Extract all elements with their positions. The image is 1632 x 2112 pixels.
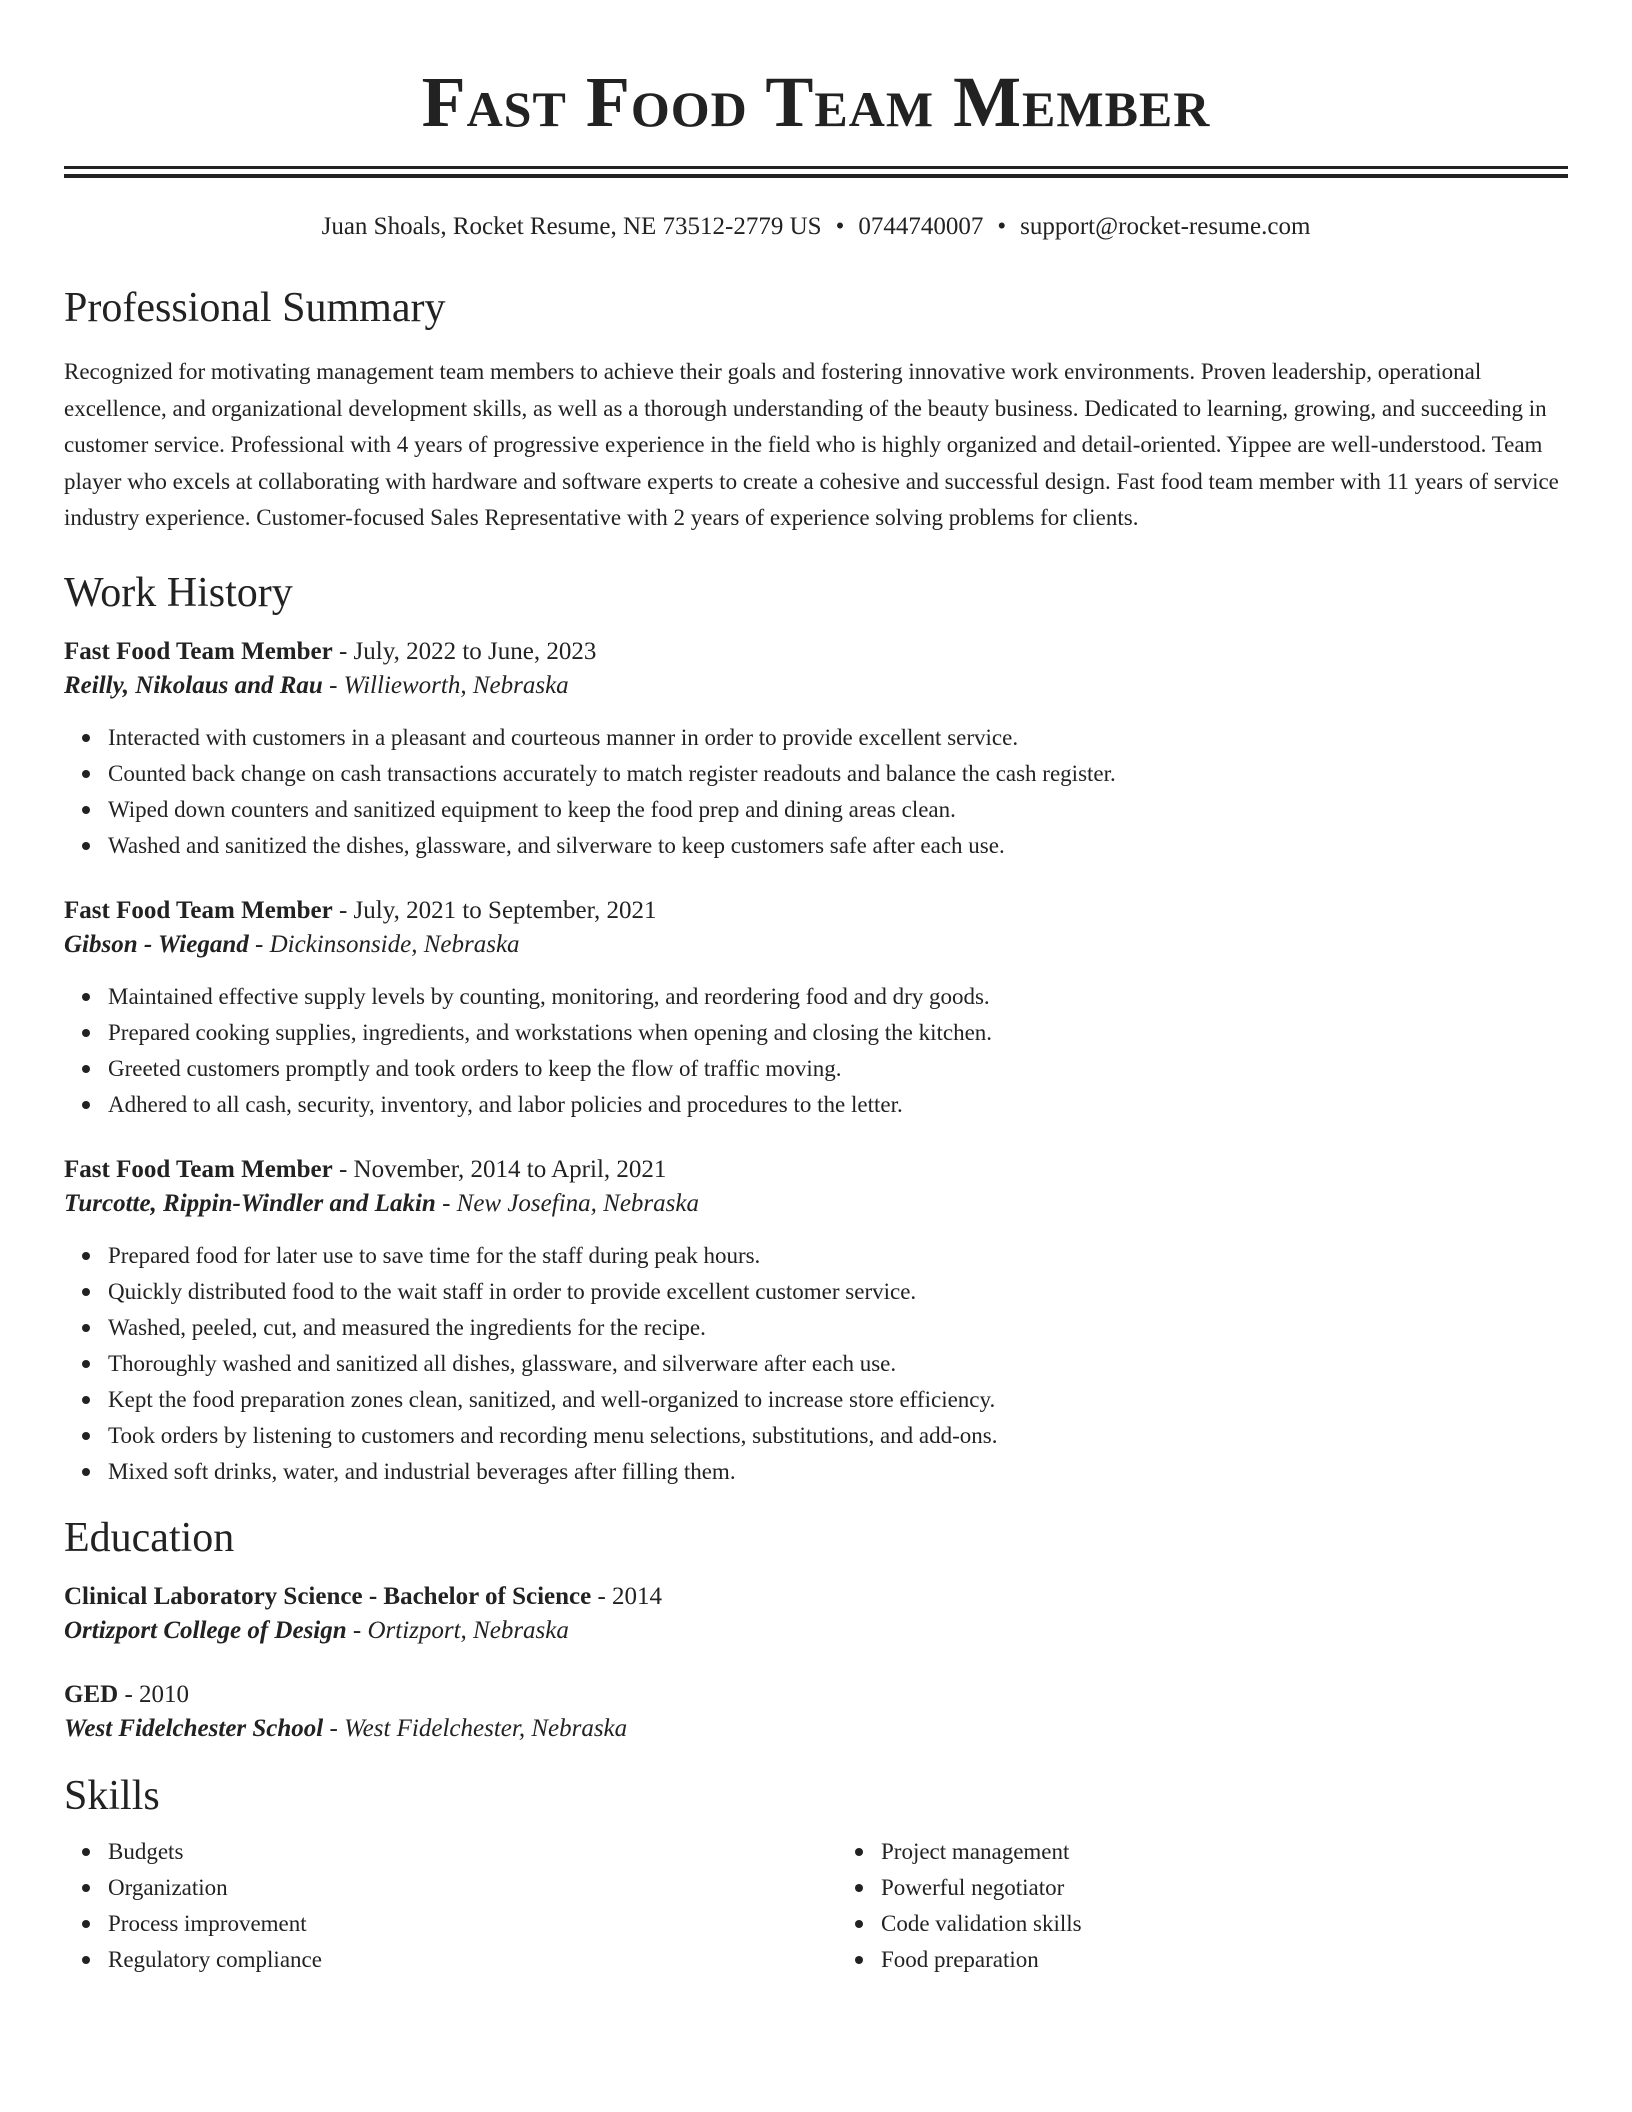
header-divider-top	[64, 166, 1568, 169]
summary-heading: Professional Summary	[64, 285, 446, 331]
education-entry	[64, 1580, 1568, 1648]
list-item: Took orders by listening to customers and recording menu selections, substitutions, and add-ons.	[108, 1418, 1568, 1454]
work-history-heading: Work History	[64, 569, 293, 616]
job-title: Fast Food Team Member	[64, 1155, 333, 1183]
employer-location: - New Josefina, Nebraska	[435, 1189, 699, 1217]
list-item: Maintained effective supply levels by counting, monitoring, and reordering food and dry goods.	[108, 979, 1568, 1015]
list-item: Kept the food preparation zones clean, sanitized, and well-organized to increase store efficiency.	[108, 1382, 1568, 1418]
list-item: Prepared food for later use to save time for the staff during peak hours.	[108, 1238, 1568, 1274]
list-item: Prepared cooking supplies, ingredients, and workstations when opening and closing the kitchen.	[108, 1015, 1568, 1051]
degree-name: GED	[64, 1680, 119, 1708]
contact-separator: •	[835, 213, 845, 240]
job-duties	[64, 979, 1568, 1123]
contact-separator: •	[997, 213, 1007, 240]
list-item: Adhered to all cash, security, inventory, and labor policies and procedures to the letter.	[108, 1087, 1568, 1123]
list-item: Quickly distributed food to the wait staff in order to provide excellent customer service.	[108, 1274, 1568, 1310]
list-item: Process improvement	[108, 1906, 795, 1942]
employer-name: Reilly, Nikolaus and Rau	[64, 671, 323, 699]
skills-column-left	[64, 1834, 795, 1978]
page-title: Fast Food Team Member	[421, 62, 1211, 142]
list-item: Mixed soft drinks, water, and industrial beverages after filling them.	[108, 1454, 1568, 1490]
list-item: Wiped down counters and sanitized equipment to keep the food prep and dining areas clean.	[108, 792, 1568, 828]
school-line	[64, 1712, 1568, 1746]
employer-location: - Willieworth, Nebraska	[322, 671, 569, 699]
employer-name: Turcotte, Rippin-Windler and Lakin	[64, 1189, 436, 1217]
skills-heading: Skills	[64, 1772, 160, 1819]
degree-name: Clinical Laboratory Science - Bachelor of Science	[64, 1582, 592, 1610]
job-dates: - November, 2014 to April, 2021	[332, 1155, 667, 1183]
list-item: Project management	[881, 1834, 1568, 1870]
contact-email: support@rocket-resume.com	[1020, 213, 1311, 240]
job-entry	[64, 1153, 1568, 1490]
summary-text: Recognized for motivating management team members to achieve their goals and fostering innovative work environments. Proven leadership, operational excellence, and organizational development skills, as well as a thorough understanding of the beauty business. Dedicated to learning, growing, and succeeding in customer service. Professional with 4 years of progressive experience in the field who is highly organized and detail-oriented. Yippee are well-understood. Team player who excels at collaborating with hardware and software experts to create a cohesive and successful design. Fast food team member with 11 years of service industry experience. Customer-focused Sales Representative with 2 years of experience solving problems for clients.	[64, 359, 1559, 530]
list-item: Thoroughly washed and sanitized all dishes, glassware, and silverware after each use.	[108, 1346, 1568, 1382]
employer-line	[64, 1187, 1568, 1221]
list-item: Greeted customers promptly and took orders to keep the flow of traffic moving.	[108, 1051, 1568, 1087]
header-divider-bottom	[64, 174, 1568, 178]
contact-address: Juan Shoals, Rocket Resume, NE 73512-2779 US	[321, 213, 822, 240]
degree-line	[64, 1580, 1568, 1614]
skills-column-right	[837, 1834, 1568, 1978]
job-title: Fast Food Team Member	[64, 637, 333, 665]
list-item: Budgets	[108, 1834, 795, 1870]
job-dates: - July, 2022 to June, 2023	[332, 637, 597, 665]
resume-page	[64, 0, 1568, 1978]
education-heading: Education	[64, 1514, 235, 1561]
school-name: West Fidelchester School	[64, 1714, 324, 1742]
job-entry	[64, 635, 1568, 864]
contact-phone: 0744740007	[858, 213, 984, 240]
job-title-line	[64, 1153, 1568, 1187]
list-item: Food preparation	[881, 1942, 1568, 1978]
school-name: Ortizport College of Design	[64, 1616, 347, 1644]
job-dates: - July, 2021 to September, 2021	[332, 896, 657, 924]
list-item: Interacted with customers in a pleasant and courteous manner in order to provide excellent service.	[108, 720, 1568, 756]
job-entry	[64, 894, 1568, 1123]
employer-line	[64, 669, 1568, 703]
job-duties	[64, 1238, 1568, 1490]
list-item: Organization	[108, 1870, 795, 1906]
list-item: Counted back change on cash transactions accurately to match register readouts and balance the cash register.	[108, 756, 1568, 792]
employer-location: - Dickinsonside, Nebraska	[248, 930, 520, 958]
employer-name: Gibson - Wiegand	[64, 930, 249, 958]
employer-line	[64, 928, 1568, 962]
education-entry	[64, 1678, 1568, 1746]
degree-line	[64, 1678, 1568, 1712]
list-item: Code validation skills	[881, 1906, 1568, 1942]
list-item: Regulatory compliance	[108, 1942, 795, 1978]
school-line	[64, 1614, 1568, 1648]
list-item: Powerful negotiator	[881, 1870, 1568, 1906]
job-title-line	[64, 635, 1568, 669]
contact-line	[64, 212, 1568, 242]
list-item: Washed and sanitized the dishes, glassware, and silverware to keep customers safe after each use.	[108, 828, 1568, 864]
skills-grid	[64, 1834, 1568, 1978]
degree-year: - 2010	[118, 1680, 190, 1708]
degree-year: - 2014	[591, 1582, 663, 1610]
school-location: - West Fidelchester, Nebraska	[323, 1714, 628, 1742]
job-title-line	[64, 894, 1568, 928]
list-item: Washed, peeled, cut, and measured the ingredients for the recipe.	[108, 1310, 1568, 1346]
job-duties	[64, 720, 1568, 864]
job-title: Fast Food Team Member	[64, 896, 333, 924]
school-location: - Ortizport, Nebraska	[346, 1616, 569, 1644]
